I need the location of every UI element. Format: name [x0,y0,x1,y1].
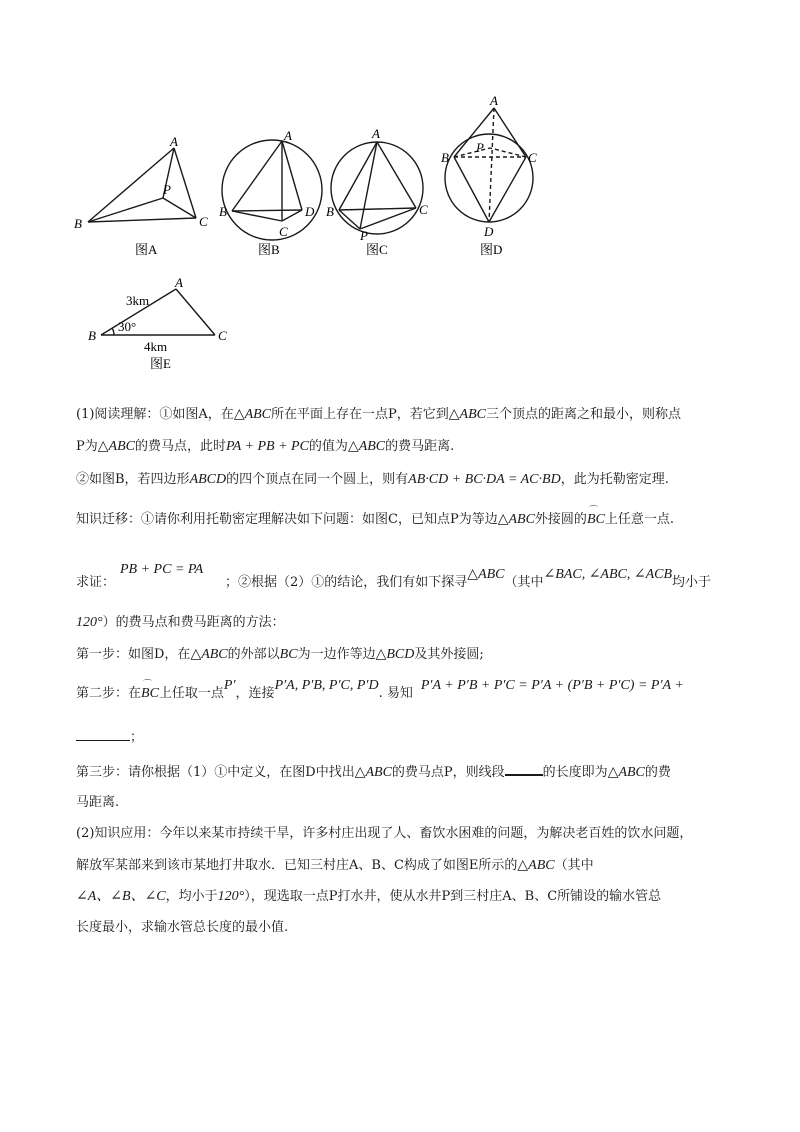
fig-d-label-b: B [441,150,449,165]
fig-d-label-p: P [476,140,484,155]
text: 三个顶点的距离之和最小，则称点 [486,407,682,422]
text: 马距离. [76,795,120,810]
fig-b-caption: 图B [258,242,280,257]
math: △ABC [467,567,505,582]
fig-a-label-b: B [74,216,82,231]
math: △ABC [347,439,386,454]
fig-b-label-b: B [219,204,227,219]
text: 第一步：如图D，在 [76,647,191,662]
fig-d-label-d: D [484,224,494,239]
fig-e-side-ab: 3km [126,293,150,308]
fig-c-label-c: C [419,202,428,217]
text: ，此为托勒密定理. [560,472,669,487]
text: 所在平面上存在一点P，若它到 [271,407,449,422]
text: 的值为 [308,439,348,454]
text: . 易知 [378,686,413,701]
fig-c-label-b: B [326,204,334,219]
answer-blank[interactable] [76,728,130,741]
paragraph-line [76,613,736,633]
fig-c-label-a: A [372,126,380,141]
paragraph-line [76,856,736,876]
math: △ABC [607,765,645,780]
fig-b-label-c: C [279,224,288,239]
fig-d-caption: 图D [480,242,503,257]
figure-d [445,108,533,222]
figure-b [222,140,322,240]
fig-c-caption: 图C [366,242,388,257]
paragraph-line [76,918,736,938]
paragraph-line [76,762,736,783]
math: △ABC [190,647,228,662]
text: 上任意一点. [604,512,674,527]
paragraph-line [76,887,736,907]
fig-d-label-a: A [490,93,498,108]
text: 及其外接圆; [414,647,484,662]
text: 均小于 [672,575,712,590]
text: ，均小于 [165,889,218,904]
text: 第二步：在 [76,686,142,701]
text: ； [130,730,144,745]
text: 的费马距离. [385,439,455,454]
fig-b-label-d: D [305,204,315,219]
text: ），现选取一点P打水井，使从水井P到三村庄A、B、C所铺设的输水管总 [244,889,662,904]
text: 解放军某部来到该市某地打井取水．已知三村庄A、B、C构成了如图E所示的 [76,858,518,873]
paragraph-line [76,678,736,704]
fig-e-label-c: C [218,328,227,343]
math: △BCD [375,647,415,662]
text: ；②根据（2）①的结论，我们有如下探寻 [225,575,468,590]
text: ）的费马点和费马距离的方法： [102,615,285,630]
paragraph-line [76,645,736,665]
figure-a [88,148,196,222]
fig-a-caption: 图A [135,242,158,257]
figure-c [331,142,423,234]
text: 的费马点，此时 [134,439,226,454]
fig-a-label-c: C [199,214,208,229]
text: 知识迁移：①请你利用托勒密定理解决如下问题：如图C，已知点P为等边 [76,512,498,527]
text: 外接圆的 [534,512,587,527]
text: （其中 [554,858,594,873]
text: 的四个顶点在同一个圆上，则有 [226,472,409,487]
fig-e-caption: 图E [150,356,171,371]
math: △ABC [354,765,392,780]
paragraph-line [76,510,736,530]
math: P′A + P′B + P′C = P′A + (P′B + P′C) = P′A + [420,678,684,693]
paragraph-line [76,824,736,844]
fig-d-label-c: C [528,150,537,165]
math: ABCD [189,472,227,487]
math: P′A, P′B, P′C, P′D [274,678,379,693]
paragraph-line [76,437,736,457]
text: 求证： [76,575,116,590]
math: ∠BAC, ∠ABC, ∠ACB [543,567,673,582]
text: 为一边作等边 [297,647,376,662]
fig-e-label-b: B [88,328,96,343]
fig-c-label-p: P [360,228,368,243]
math: 120° [217,889,245,904]
text: 的外部以 [227,647,280,662]
math: △ABC [517,858,555,873]
paragraph-line [76,470,736,490]
paragraph-line [76,405,736,425]
text: 的费马点P，则线段 [391,765,505,780]
fig-a-label-a: A [170,134,178,149]
text: (1)阅读理解：①如图A，在 [76,407,234,422]
text: 长度最小，求输水管总长度的最小值. [76,920,289,935]
text: 的费 [644,765,671,780]
paragraph-line [76,793,736,813]
text: ②如图B，若四边形 [76,472,190,487]
math: △ABC [448,407,486,422]
math-arc-bc: ⌒ BC [587,510,605,530]
text: P为 [76,439,98,454]
fig-a-label-p: P [163,182,171,197]
math-arc-bc: ⌒ BC [141,684,159,704]
segment-blank[interactable] [505,762,543,776]
fig-b-label-a: A [284,128,292,143]
fig-e-label-a: A [175,275,183,290]
math: PA + PB + PC [225,439,309,454]
text: （其中 [504,575,544,590]
text: 的长度即为 [542,765,608,780]
paragraph-line [76,728,736,748]
math: ∠A、∠B、∠C [76,889,166,904]
fig-e-angle-b: 30° [118,319,137,334]
figures-panel [0,0,800,380]
text: 第三步：请你根据（1）①中定义，在图D中找出 [76,765,355,780]
math: BC [279,647,298,662]
math: PB + PC = PA [120,562,204,577]
math: △ABC [233,407,272,422]
text: ，连接 [235,686,275,701]
text: 上任取一点 [158,686,224,701]
math: AB·CD + BC·DA = AC·BD [408,472,561,487]
math: △ABC [97,439,135,454]
math: P′ [223,678,236,693]
math: △ABC [497,512,535,527]
math: 120° [76,615,103,630]
fig-e-side-bc: 4km [144,339,168,354]
text: (2)知识应用：今年以来某市持续干旱，许多村庄出现了人、畜饮水困难的问题，为解决老百姓的饮水问题， [76,826,693,841]
